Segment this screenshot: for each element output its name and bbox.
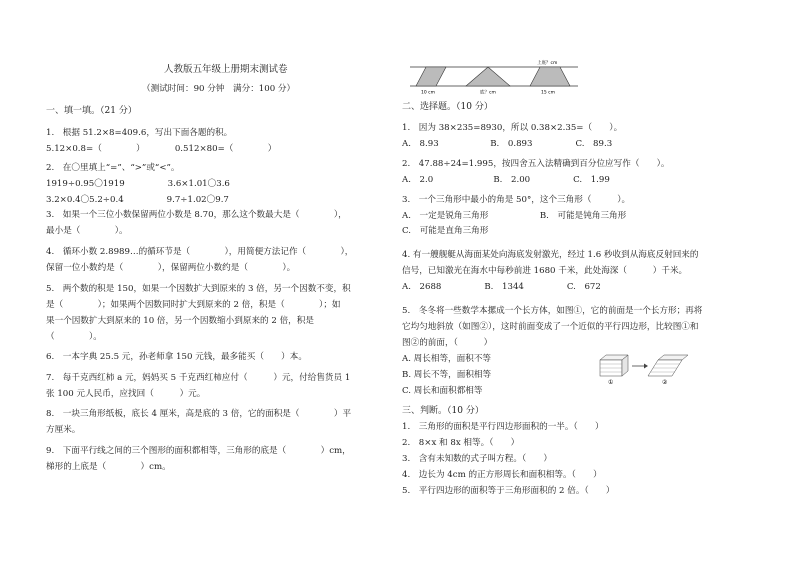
- page-title: 人教版五年级上册期末测试卷: [164, 64, 288, 75]
- judge-q2: 2. 8×x 和 8x 相等。（ ）: [402, 438, 520, 448]
- judge-q5: 5. 平行四边形的面积等于三角形面积的 2 倍。（ ）: [402, 486, 615, 496]
- choice-q4-options: A. 2688 B. 1344 C. 672: [402, 282, 601, 292]
- triangle-base-label: 底？cm: [480, 90, 496, 96]
- q3-line1: 3. 如果一个三位小数保留两位小数是 8.70，那么这个数最大是（ ），: [46, 210, 347, 220]
- figure-2-label: ②: [662, 379, 668, 386]
- q2-stem: 2. 在〇里填上“=”、“>”或“<”。: [46, 163, 180, 173]
- q5-line2: 是（ ）；如果两个因数同时扩大到原来的 2 倍，积是（ ）；如: [46, 300, 341, 310]
- notebook-stack-figure: [596, 352, 692, 386]
- q2-row2: 3.2×0.4〇5.2÷0.4 9.7÷1.02〇9.7: [46, 195, 229, 205]
- choice-q2-stem: 2. 47.88÷24=1.995，按四舍五入法精确到百分位应写作（ ）。: [402, 159, 670, 169]
- trapezoid-top-label: 上底？cm: [537, 61, 558, 66]
- q6: 6. 一本字典 25.5 元，孙老师拿 150 元钱，最多能买（ ）本。: [46, 352, 307, 362]
- q1-stem: 1. 根据 51.2×8=409.6，写出下面各题的积。: [46, 128, 233, 138]
- choice-q4-line2: 信号，已知激光在海水中每秒前进 1680 千米，此处海深（ ）千米。: [402, 266, 688, 276]
- q5-line3: 果一个因数扩大到原来的 10 倍，另一个因数缩小到原来的 2 倍，积是: [46, 316, 314, 326]
- choice-q4-line1: 4. 有一艘舰艇从海面某处向海底发射激光，经过 1.6 秒收到从海底反射回来的: [402, 250, 699, 260]
- q8-line2: 方厘米。: [46, 425, 81, 435]
- q4-line2: 保留一位小数约是（ ），保留两位小数约是（ ）。: [46, 263, 296, 273]
- choice-q3-option-c: C. 可能是直角三角形: [402, 226, 489, 236]
- q2-row1: 1919÷0.95〇1919 3.6×1.01〇3.6: [46, 179, 230, 189]
- q9-line2: 梯形的上底是（ ）cm。: [46, 462, 171, 472]
- parallel-shapes-figure: [408, 56, 580, 96]
- section-choice-heading: 二、选择题。（10 分）: [402, 102, 493, 112]
- figure-1-label: ①: [608, 379, 614, 386]
- choice-q1-stem: 1. 因为 38×235=8930，所以 0.38×2.35=（ ）。: [402, 123, 623, 133]
- choice-q5-line2: 它均匀地斜放（如图②），这时前面变成了一个近似的平行四边形，比较图①和: [402, 322, 699, 332]
- choice-q5-option-c: C. 周长和面积都相等: [402, 386, 483, 396]
- straight-stack-image: [600, 355, 628, 376]
- choice-q5-option-b: B. 周长不等，面积相等: [402, 370, 492, 380]
- q3-line2: 最小是（ ）。: [46, 226, 128, 236]
- triangle-shape: [466, 67, 510, 86]
- trapezoid-base-label: 15 cm: [541, 90, 556, 96]
- choice-q3-stem: 3. 一个三角形中最小的角是 50°，这个三角形（ ）。: [402, 195, 631, 205]
- choice-q5-line1: 5. 冬冬将一些数学本摞成一个长方体，如图①，它的前面是一个长方形；再将: [402, 306, 703, 316]
- q5-line4: （ ）。: [46, 332, 102, 342]
- choice-q5-line3: 图②的前面，（ ）: [402, 338, 493, 348]
- section-fill-in-heading: 一、填一填。（21 分）: [46, 106, 137, 116]
- q9-line1: 9. 下面平行线之间的三个图形的面积都相等，三角形的底是（ ）cm，: [46, 446, 351, 456]
- q5-line1: 5. 两个数的积是 150，如果一个因数扩大到原来的 3 倍，另一个因数不变，积: [46, 284, 351, 294]
- q1-items: 5.12×0.8=（ ） 0.512×80=（ ）: [46, 144, 277, 154]
- trapezoid-shape: [530, 67, 570, 86]
- judge-q4: 4. 边长为 4cm 的正方形周长和面积相等。（ ）: [402, 470, 602, 480]
- choice-q2-options: A. 2.0 B. 2.00 C. 1.99: [402, 175, 610, 185]
- parallelogram-base-label: 10 cm: [421, 90, 436, 96]
- choice-q3-options-ab: A. 一定是锐角三角形 B. 可能是钝角三角形: [402, 211, 627, 221]
- parallelogram-shape: [416, 67, 446, 86]
- q8-line1: 8. 一块三角形纸板，底长 4 厘米，高是底的 3 倍，它的面积是（ ）平: [46, 409, 352, 419]
- q4-line1: 4. 循环小数 2.8989…的循环节是（ ），用简便方法记作（ ），: [46, 247, 354, 257]
- q7-line2: 张 100 元人民币，应找回（ ）元。: [46, 389, 206, 399]
- section-judge-heading: 三、判断。（10 分）: [402, 406, 484, 416]
- judge-q3: 3. 含有未知数的式子叫方程。（ ）: [402, 454, 552, 464]
- page-subtitle: （测试时间：90 分钟 满分：100 分）: [142, 84, 296, 94]
- choice-q1-options: A. 8.93 B. 0.893 C. 89.3: [402, 139, 613, 149]
- q7-line1: 7. 每千克西红柿 a 元，妈妈买 5 千克西红柿应付（ ）元，付给售货员 1: [46, 373, 351, 383]
- choice-q5-option-a: A. 周长相等，面积不等: [402, 354, 492, 364]
- slanted-stack-image: [648, 355, 688, 376]
- judge-q1: 1. 三角形的面积是平行四边形面积的一半。（ ）: [402, 422, 604, 432]
